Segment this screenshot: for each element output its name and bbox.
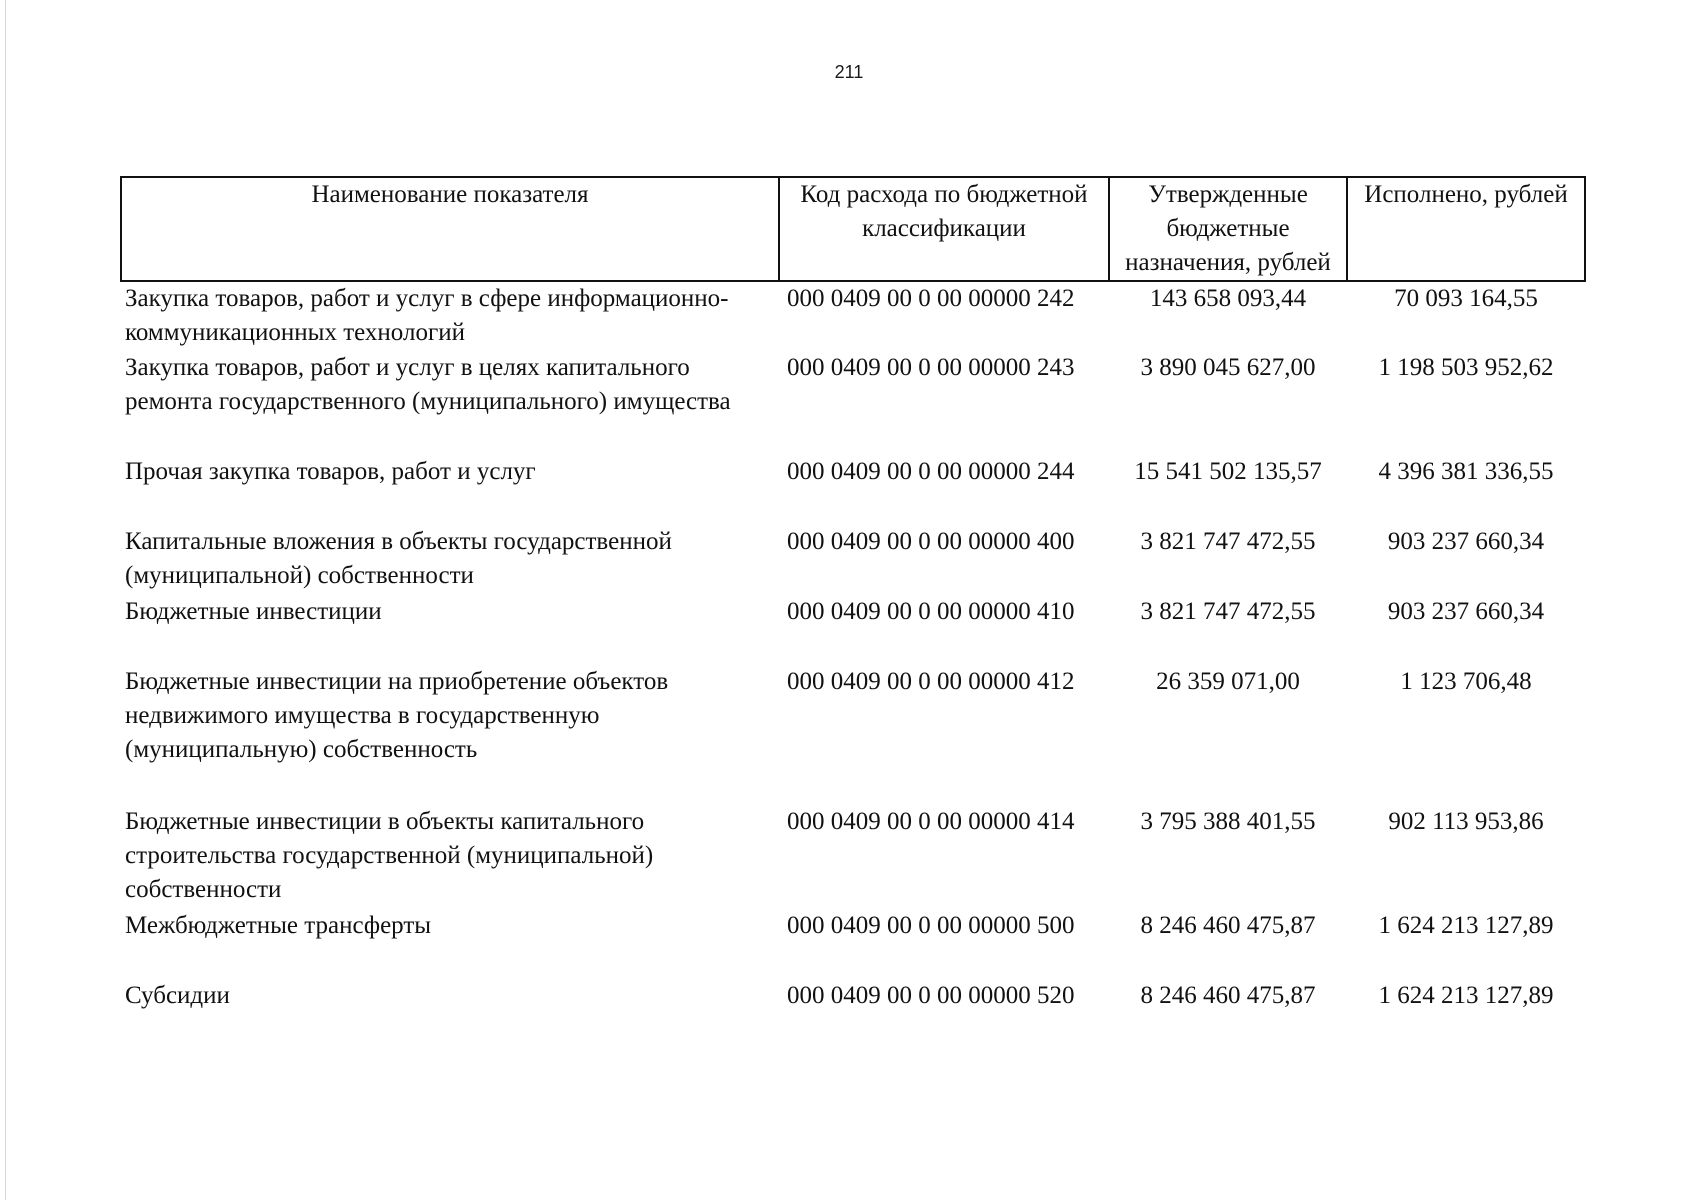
row-executed: 1 198 503 952,62 bbox=[1378, 354, 1554, 381]
row-code: 000 0409 00 0 00 00000 243 bbox=[787, 354, 1075, 381]
row-name: Прочая закупка товаров, работ и услуг bbox=[125, 458, 536, 485]
row-approved: 143 658 093,44 bbox=[1149, 285, 1307, 312]
row-code: 000 0409 00 0 00 00000 412 bbox=[787, 668, 1075, 695]
scan-edge bbox=[5, 0, 6, 1200]
table-row bbox=[121, 979, 1585, 1019]
table-row bbox=[121, 909, 1585, 979]
row-code: 000 0409 00 0 00 00000 242 bbox=[787, 285, 1075, 312]
header-executed-amount: Исполнено, рублей bbox=[1347, 177, 1585, 281]
row-name: Бюджетные инвестиции bbox=[125, 598, 382, 625]
row-approved: 3 821 747 472,55 bbox=[1140, 528, 1316, 555]
row-executed: 903 237 660,34 bbox=[1387, 598, 1545, 625]
row-approved: 3 890 045 627,00 bbox=[1140, 354, 1316, 381]
table-row bbox=[121, 455, 1585, 525]
row-executed: 70 093 164,55 bbox=[1394, 285, 1538, 312]
table-row bbox=[121, 281, 1585, 351]
row-approved: 8 246 460 475,87 bbox=[1140, 982, 1316, 1009]
row-name: Межбюджетные трансферты bbox=[125, 912, 432, 939]
table-row bbox=[121, 595, 1585, 665]
row-code: 000 0409 00 0 00 00000 500 bbox=[787, 912, 1075, 939]
row-executed: 1 624 213 127,89 bbox=[1378, 912, 1554, 939]
row-executed: 902 113 953,86 bbox=[1388, 808, 1544, 835]
row-approved: 26 359 071,00 bbox=[1156, 668, 1300, 695]
row-code: 000 0409 00 0 00 00000 520 bbox=[787, 982, 1075, 1009]
row-approved: 3 795 388 401,55 bbox=[1140, 808, 1316, 835]
row-name: Субсидии bbox=[125, 982, 230, 1009]
table-row bbox=[121, 351, 1585, 455]
row-name: Бюджетные инвестиции в объекты капитального строительства государственной (муниципальной) собственности bbox=[125, 808, 654, 903]
row-code: 000 0409 00 0 00 00000 410 bbox=[787, 598, 1075, 625]
row-executed: 1 123 706,48 bbox=[1400, 668, 1532, 695]
row-approved: 8 246 460 475,87 bbox=[1140, 912, 1316, 939]
row-approved: 3 821 747 472,55 bbox=[1140, 598, 1316, 625]
table-row bbox=[121, 805, 1585, 909]
row-code: 000 0409 00 0 00 00000 400 bbox=[787, 528, 1075, 555]
row-code: 000 0409 00 0 00 00000 414 bbox=[787, 808, 1075, 835]
table-header-row bbox=[121, 177, 1585, 281]
table-row bbox=[121, 665, 1585, 805]
row-name: Бюджетные инвестиции на приобретение объектов недвижимого имущества в государственную (муниципальную) собственность bbox=[125, 668, 669, 763]
header-expense-code: Код расхода по бюджетной классификации bbox=[779, 177, 1109, 281]
row-approved: 15 541 502 135,57 bbox=[1134, 458, 1322, 485]
header-indicator-name: Наименование показателя bbox=[121, 177, 779, 281]
row-code: 000 0409 00 0 00 00000 244 bbox=[787, 458, 1075, 485]
row-name: Закупка товаров, работ и услуг в целях капитального ремонта государственного (муниципального) имущества bbox=[125, 354, 731, 415]
row-name: Капитальные вложения в объекты государственной (муниципальной) собственности bbox=[125, 528, 672, 589]
row-name: Закупка товаров, работ и услуг в сфере информационно-коммуникационных технологий bbox=[125, 285, 729, 346]
budget-table bbox=[120, 176, 1586, 1019]
table-row bbox=[121, 525, 1585, 595]
header-approved-amount: Утвержденные бюджетные назначения, рублей bbox=[1109, 177, 1347, 281]
row-executed: 4 396 381 336,55 bbox=[1378, 458, 1554, 485]
row-executed: 903 237 660,34 bbox=[1387, 528, 1545, 555]
row-executed: 1 624 213 127,89 bbox=[1378, 982, 1554, 1009]
page-number: 211 bbox=[834, 62, 864, 82]
